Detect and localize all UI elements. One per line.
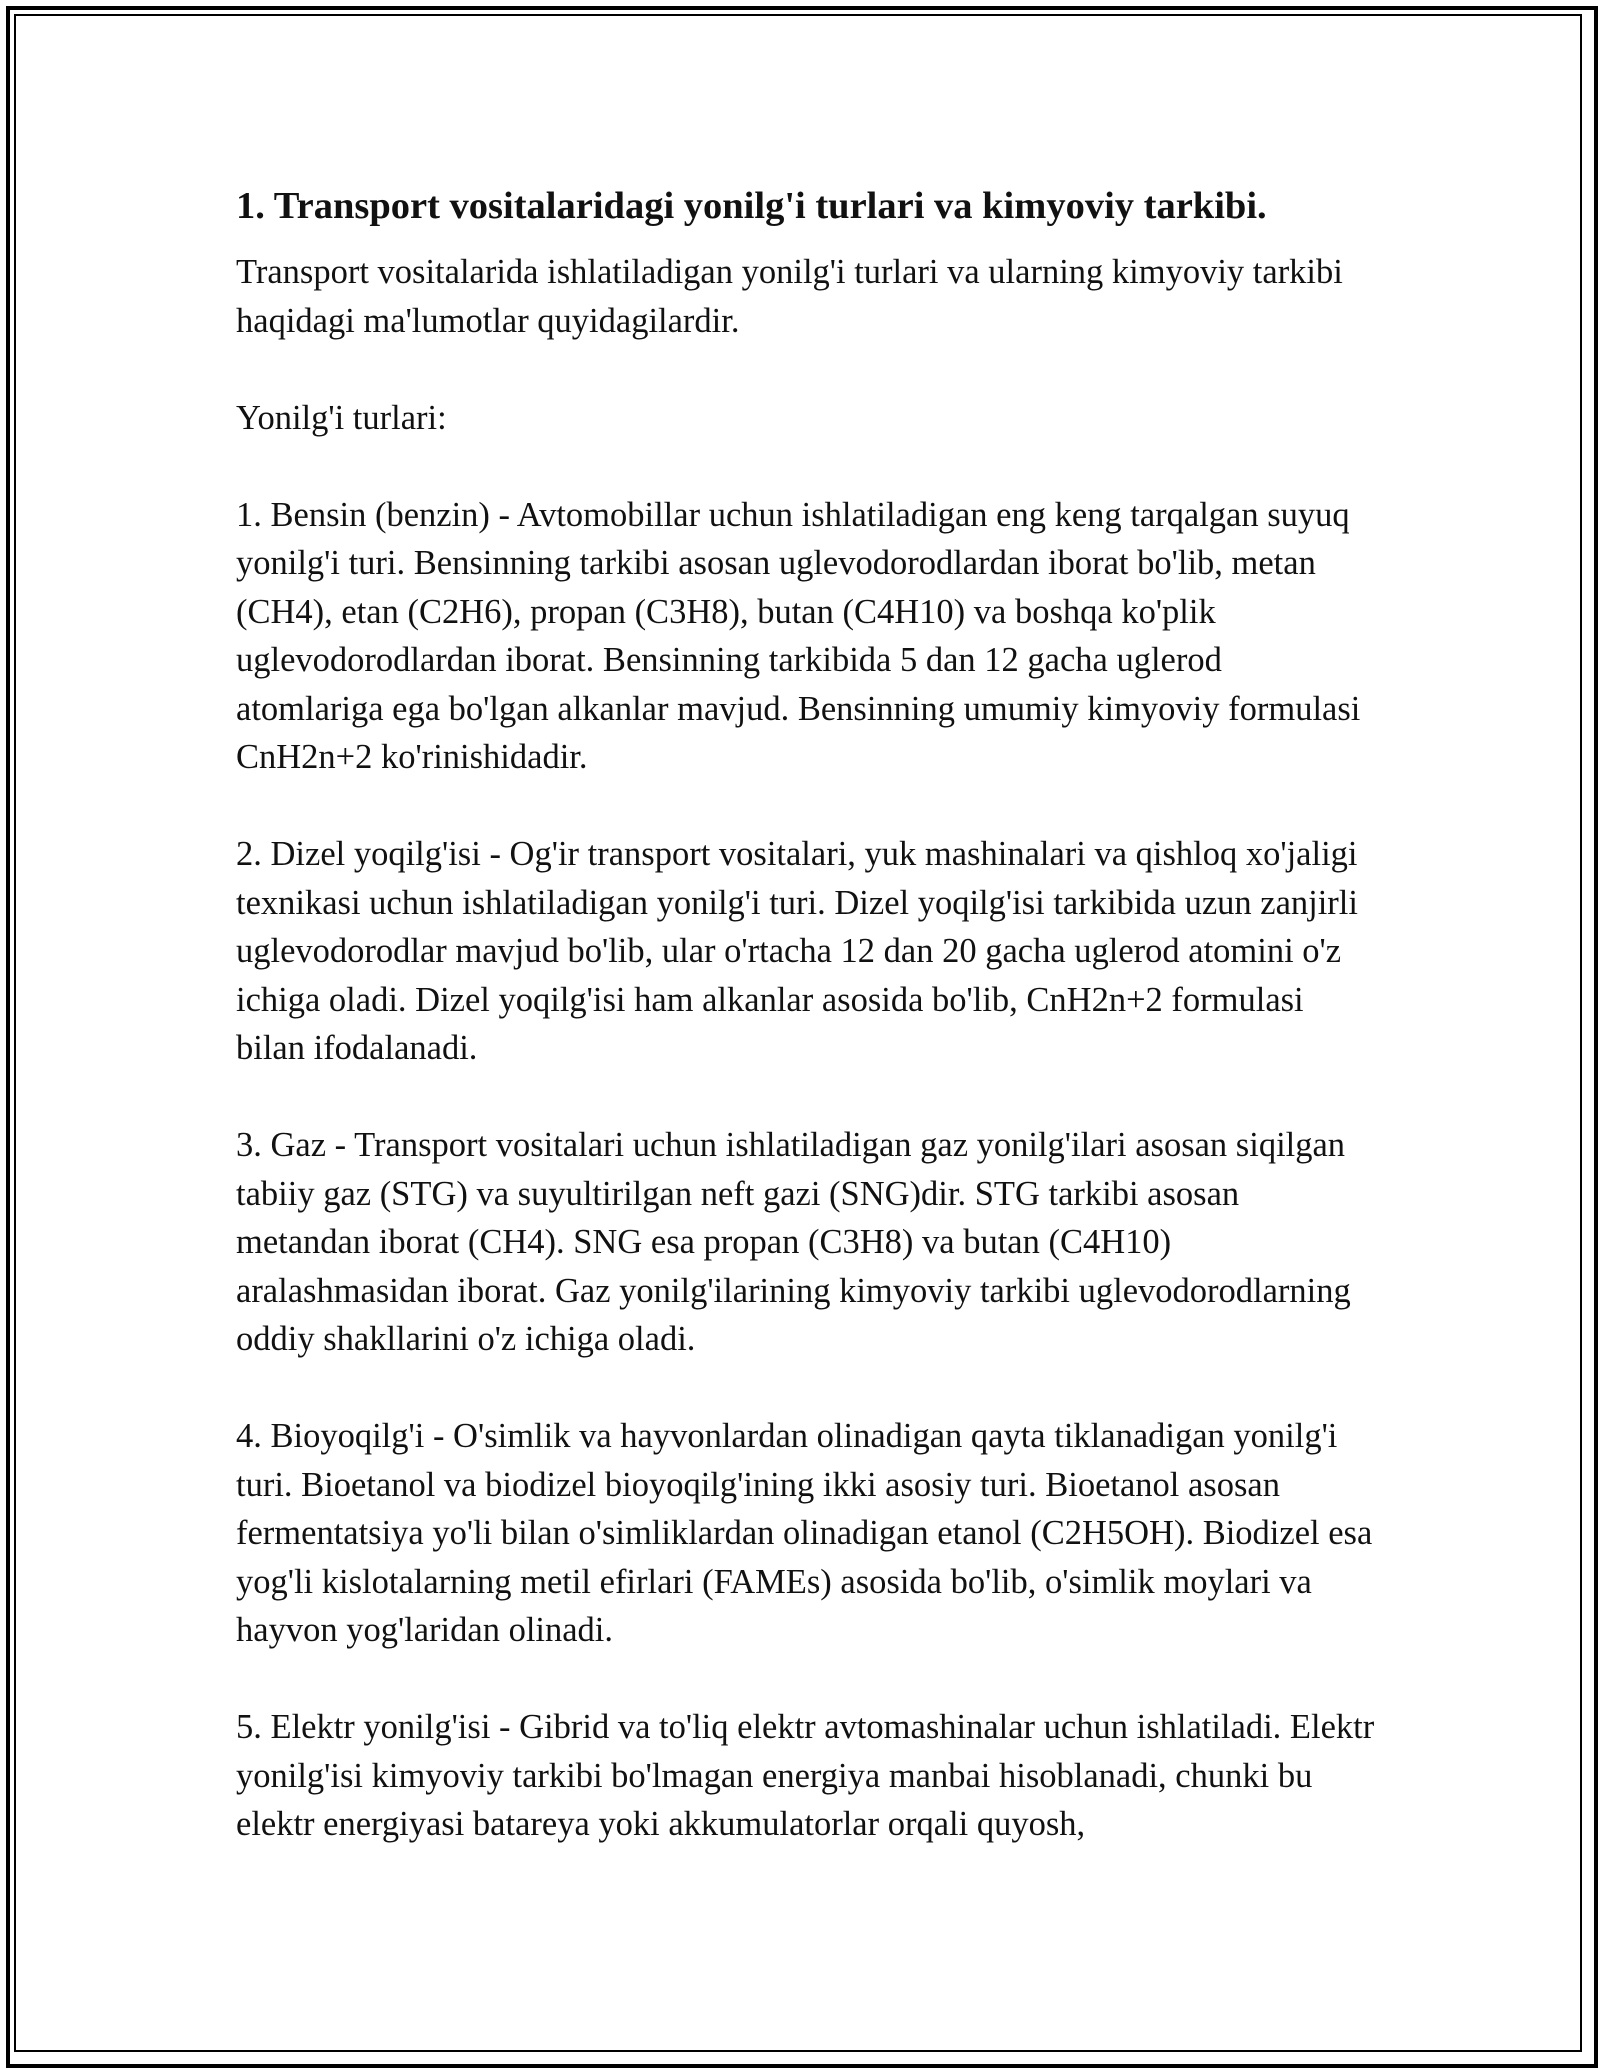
fuel-item-biofuel: 4. Bioyoqilg'i - O'simlik va hayvonlardan olinadigan qayta tiklanadigan yonilg'i turi. Bioetanol va biodizel bioyoqilg'ining ikki asosiy turi. Bioetanol asosan fermentatsiya yo'li bilan o'simliklardan olinadigan etanol (C2H5OH). Biodizel esa yog'li kislotalarning metil efirlari (FAMEs) asosida bo'lib, o'simlik moylari va hayvon yog'laridan olinadi.: [236, 1417, 1373, 1649]
document-heading: 1. Transport vositalaridagi yonilg'i turlari va kimyoviy tarkibi.: [236, 185, 1267, 227]
document-page: [236, 178, 1376, 1897]
section-label: Yonilg'i turlari:: [236, 398, 447, 437]
intro-paragraph: Transport vositalarida ishlatiladigan yonilg'i turlari va ularning kimyoviy tarkibi haqidagi ma'lumotlar quyidagilardir.: [236, 253, 1343, 340]
fuel-item-electric: 5. Elektr yonilg'isi - Gibrid va to'liq elektr avtomashinalar uchun ishlatiladi. Elektr yonilg'isi kimyoviy tarkibi bo'lmagan energiya manbai hisoblanadi, chunki bu elektr energiyasi batareya yoki akkumulatorlar orqali quyosh,: [236, 1708, 1375, 1843]
fuel-item-diesel: 2. Dizel yoqilg'isi - Og'ir transport vositalari, yuk mashinalari va qishloq xo'jaligi texnikasi uchun ishlatiladigan yonilg'i turi. Dizel yoqilg'isi tarkibida uzun zanjirli uglevodorodlar mavjud bo'lib, ular o'rtacha 12 dan 20 gacha uglerod atomini o'z ichiga oladi. Dizel yoqilg'isi ham alkanlar asosida bo'lib, CnH2n+2 formulasi bilan ifodalanadi.: [236, 835, 1358, 1067]
fuel-item-gas: 3. Gaz - Transport vositalari uchun ishlatiladigan gaz yonilg'ilari asosan siqilgan tabiiy gaz (STG) va suyultirilgan neft gazi (SNG)dir. STG tarkibi asosan metandan iborat (CH4). SNG esa propan (C3H8) va butan (C4H10) aralashmasidan iborat. Gaz yonilg'ilarining kimyoviy tarkibi uglevodorodlarning oddiy shakllarini o'z ichiga oladi.: [236, 1126, 1351, 1358]
fuel-item-gasoline: 1. Bensin (benzin) - Avtomobillar uchun ishlatiladigan eng keng tarqalgan suyuq yonilg'i turi. Bensinning tarkibi asosan uglevodorodlardan iborat bo'lib, metan (CH4), etan (C2H6), propan (C3H8), butan (C4H10) va boshqa ko'plik uglevodorodlardan iborat. Bensinning tarkibida 5 dan 12 gacha uglerod atomlariga ega bo'lgan alkanlar mavjud. Bensinning umumiy kimyoviy formulasi CnH2n+2 ko'rinishidadir.: [236, 495, 1361, 776]
